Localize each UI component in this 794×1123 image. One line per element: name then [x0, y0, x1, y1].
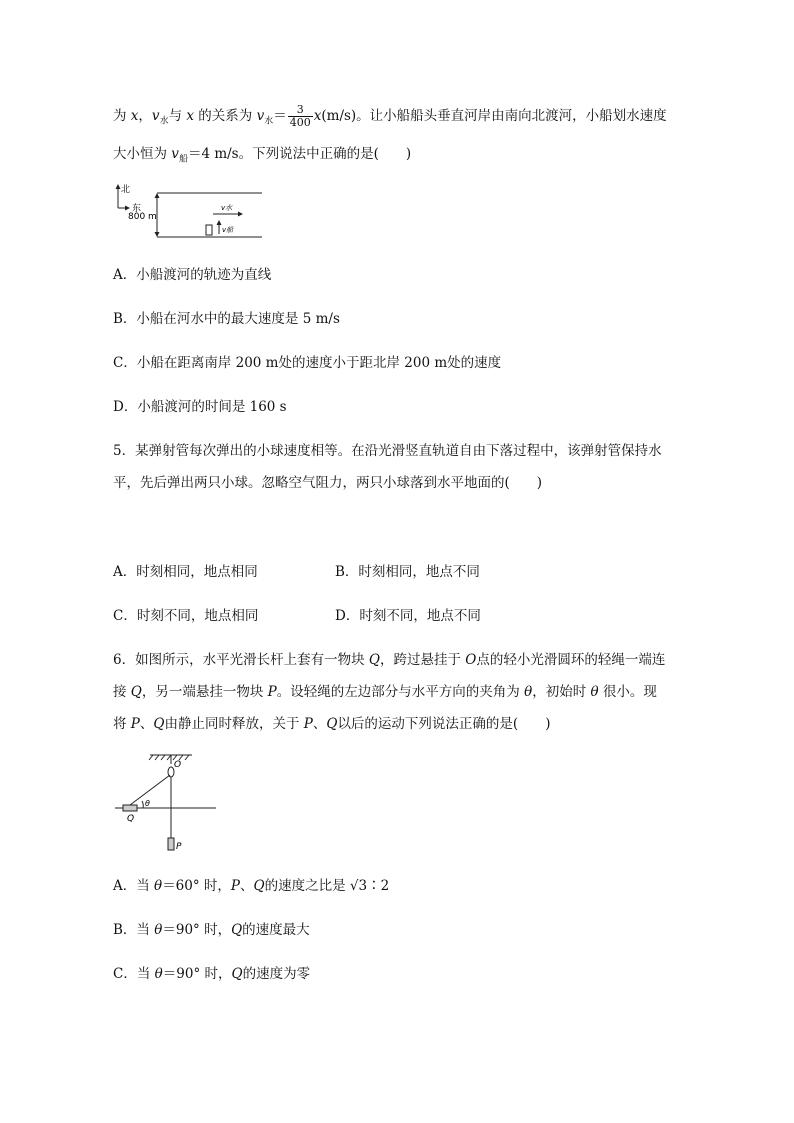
text: (m/s)。让小船船头垂直河岸由南向北渡河，小船划水速度 [321, 108, 667, 124]
var-q: Q [231, 966, 243, 982]
east-label: 东 [132, 204, 142, 214]
q6-option-a [113, 877, 389, 895]
var-q: Q [253, 878, 265, 894]
q6-stem-line2 [113, 683, 657, 701]
q4-option-a: A．小船渡河的轨迹为直线 [113, 267, 272, 283]
fraction [288, 104, 313, 129]
v-boat-label: v船 [222, 226, 234, 234]
var-v: v [256, 108, 265, 124]
text: 大小恒为 [113, 146, 172, 162]
q4-option-c: C．小船在距离南岸 200 m处的速度小于距北岸 200 m处的速度 [113, 355, 502, 371]
text: 由静止同时释放，关于 [164, 716, 304, 732]
text: 以后的运动下列说法正确的是( ) [337, 716, 551, 732]
var-q: Q [130, 684, 142, 700]
width-label: 800 m [128, 212, 157, 222]
text: 6．如图所示，水平光滑长杆上套有一物块 [113, 652, 369, 668]
text: ， [138, 108, 152, 124]
var-x: x [130, 108, 139, 124]
q5-stem-line2: 平，先后弹出两只小球。忽略空气阻力，两只小球落到水平地面的( ) [113, 475, 543, 491]
label-q: Q [127, 814, 135, 824]
v-water-label: v水 [221, 204, 233, 212]
var-x: x [313, 108, 322, 124]
var-v: v [151, 108, 160, 124]
text: 点的轻小光滑圆环的轻绳一端连 [476, 652, 666, 668]
q6-stem-line1 [113, 651, 665, 669]
var-q: Q [153, 716, 165, 732]
text: 、 [240, 878, 254, 894]
q5-option-c: C．时刻不同，地点相同 [113, 608, 259, 624]
text: 接 [113, 684, 131, 700]
q4-stem-line1 [113, 104, 667, 131]
text: ，初始时 [532, 684, 591, 700]
text: ，另一端悬挂一物块 [141, 684, 268, 700]
north-label: 北 [121, 185, 131, 195]
q5-option-b: B．时刻相同，地点不同 [335, 564, 480, 580]
sqrt-three: √3 [349, 878, 368, 894]
var-theta: θ [590, 684, 599, 700]
text: ＝60° 时， [162, 878, 231, 894]
text: ＝ [273, 108, 287, 124]
text: ∶2 [367, 878, 390, 894]
q4-option-b: B．小船在河水中的最大速度是 5 m/s [113, 311, 340, 327]
label-o: O [174, 760, 182, 770]
var-o: O [465, 652, 477, 668]
q6-stem-line3 [113, 715, 550, 733]
text: 的速度最大 [242, 922, 310, 938]
river-diagram [112, 182, 267, 244]
var-q: Q [231, 922, 243, 938]
text: 。设轻绳的左边部分与水平方向的夹角为 [276, 684, 525, 700]
subscript: 水 [159, 116, 169, 127]
var-q: Q [368, 652, 380, 668]
text: ＝90° 时， [162, 922, 232, 938]
subscript: 船 [178, 154, 188, 165]
var-theta: θ [154, 922, 163, 938]
q6-option-c [113, 965, 310, 983]
text: ，跨过悬挂于 [379, 652, 466, 668]
var-p: P [267, 684, 277, 700]
var-q: Q [326, 716, 338, 732]
var-theta: θ [524, 684, 533, 700]
fraction-numerator: 3 [288, 104, 313, 117]
text: 、 [139, 716, 154, 732]
var-p: P [230, 878, 241, 894]
var-p: P [303, 716, 313, 732]
text: A．当 [113, 878, 155, 894]
q5-option-d: D．时刻不同，地点不同 [335, 608, 481, 624]
pulley-diagram [112, 750, 222, 860]
text: 将 [113, 716, 131, 732]
text: 的速度之比是 [264, 878, 350, 894]
q5-option-a: A．时刻相同，地点相同 [113, 564, 258, 580]
block-q [123, 805, 137, 811]
label-theta: θ [145, 799, 150, 808]
text: 很小。现 [598, 684, 657, 700]
text: 与 [168, 108, 187, 124]
q5-stem-line1: 5．某弹射管每次弹出的小球速度相等。在沿光滑竖直轨道自由下落过程中，该弹射管保持水 [113, 443, 662, 459]
text: 、 [312, 716, 327, 732]
text: ＝4 m/s。下列说法中正确的是( ) [187, 146, 412, 162]
text: 为 [113, 108, 131, 124]
var-theta: θ [154, 878, 163, 894]
text: B．当 [113, 922, 155, 938]
var-p: P [130, 716, 140, 732]
block-p [168, 838, 174, 850]
var-x: x [186, 108, 194, 124]
text: 的关系为 [194, 108, 257, 124]
text: ＝90° 时， [162, 966, 232, 982]
subscript: 水 [264, 116, 274, 127]
var-v: v [171, 146, 179, 162]
q6-option-b [113, 921, 310, 939]
q4-option-d: D．小船渡河的时间是 160 s [113, 399, 287, 415]
fraction-denominator: 400 [289, 116, 311, 129]
text: 的速度为零 [242, 966, 311, 982]
var-theta: θ [154, 966, 163, 982]
text: C．当 [113, 966, 155, 982]
label-p: P [176, 842, 182, 852]
q4-stem-line2 [113, 145, 411, 169]
